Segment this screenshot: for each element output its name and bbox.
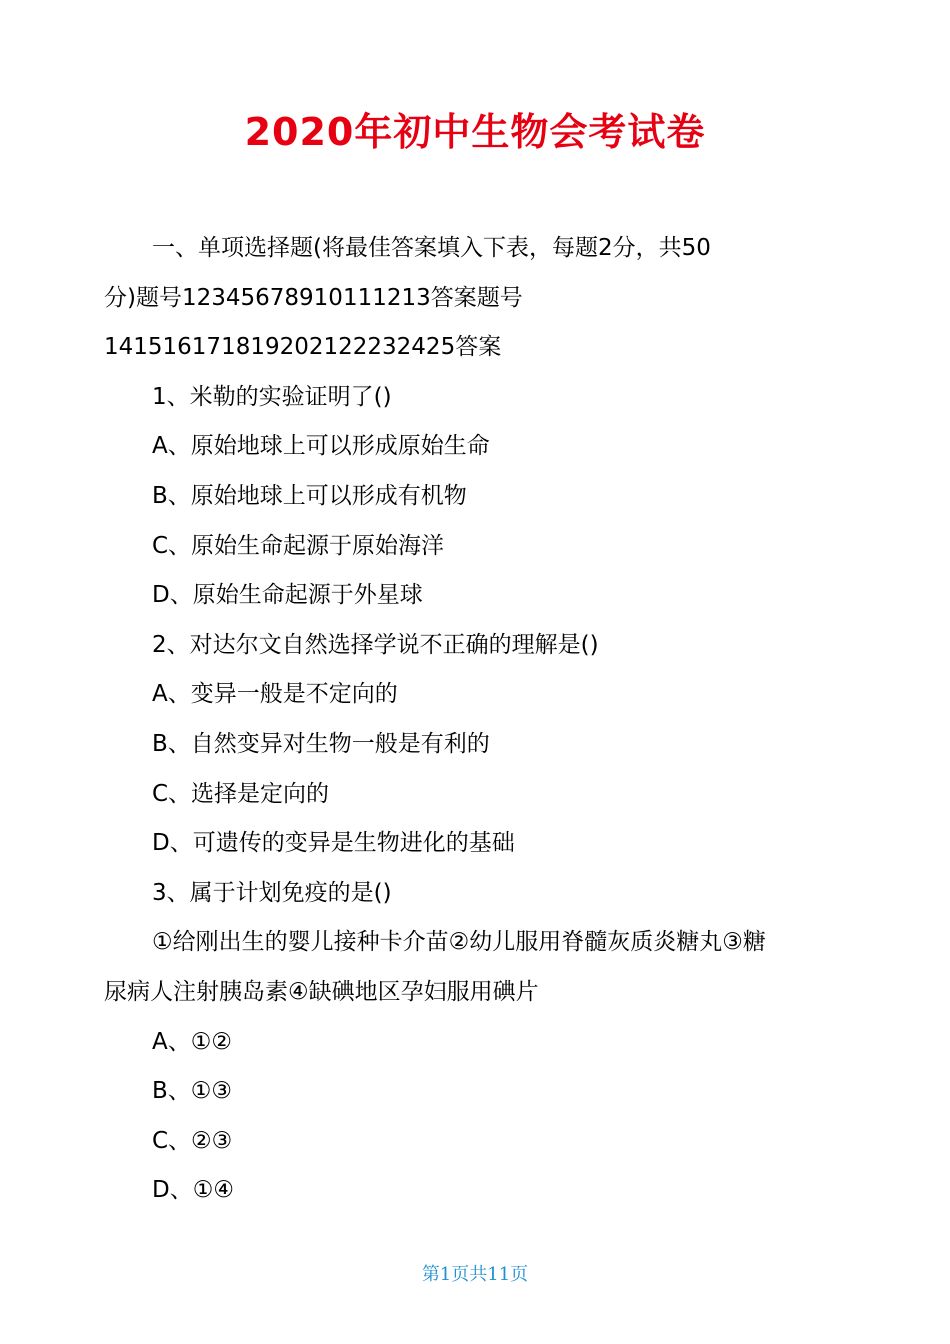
question-3-option-c: C、②③ [152,1127,233,1154]
question-3-option-a: A、①② [152,1028,232,1055]
question-1-option-c: C、原始生命起源于原始海洋 [152,532,445,559]
question-2-stem: 2、对达尔文自然选择学说不正确的理解是() [152,631,599,658]
page-footer: 第1页共11页 [421,1264,529,1285]
document-body [104,224,844,1216]
question-1-option-d: D、原始生命起源于外星球 [152,582,423,609]
question-2-option-a: A、变异一般是不定向的 [152,681,398,708]
question-1-option-a: A、原始地球上可以形成原始生命 [152,433,490,460]
question-3-statements-continued: 尿病人注射胰岛素④缺碘地区孕妇服用碘片 [104,978,539,1005]
question-2-option-c: C、选择是定向的 [152,780,330,807]
question-2-option-d: D、可遗传的变异是生物进化的基础 [152,830,515,857]
question-3-option-b: B、①③ [152,1078,233,1105]
question-1-option-b: B、原始地球上可以形成有机物 [152,482,467,509]
question-3-statements: ①给刚出生的婴儿接种卡介苗②幼儿服用脊髓灰质炎糖丸③糖 [152,929,766,956]
question-3-stem: 3、属于计划免疫的是() [152,879,392,906]
question-2-option-b: B、自然变异对生物一般是有利的 [152,730,490,757]
question-3-option-d: D、①④ [152,1177,234,1204]
section-heading: 一、单项选择题(将最佳答案填入下表，每题2分，共50 [152,235,711,261]
section-heading-continued: 分)题号12345678910111213答案题号 [104,284,523,311]
section-heading-continued-2: 141516171819202122232425答案 [104,334,502,361]
question-1-stem: 1、米勒的实验证明了() [152,383,392,410]
page-title: 2020年初中生物会考试卷 [244,110,706,154]
